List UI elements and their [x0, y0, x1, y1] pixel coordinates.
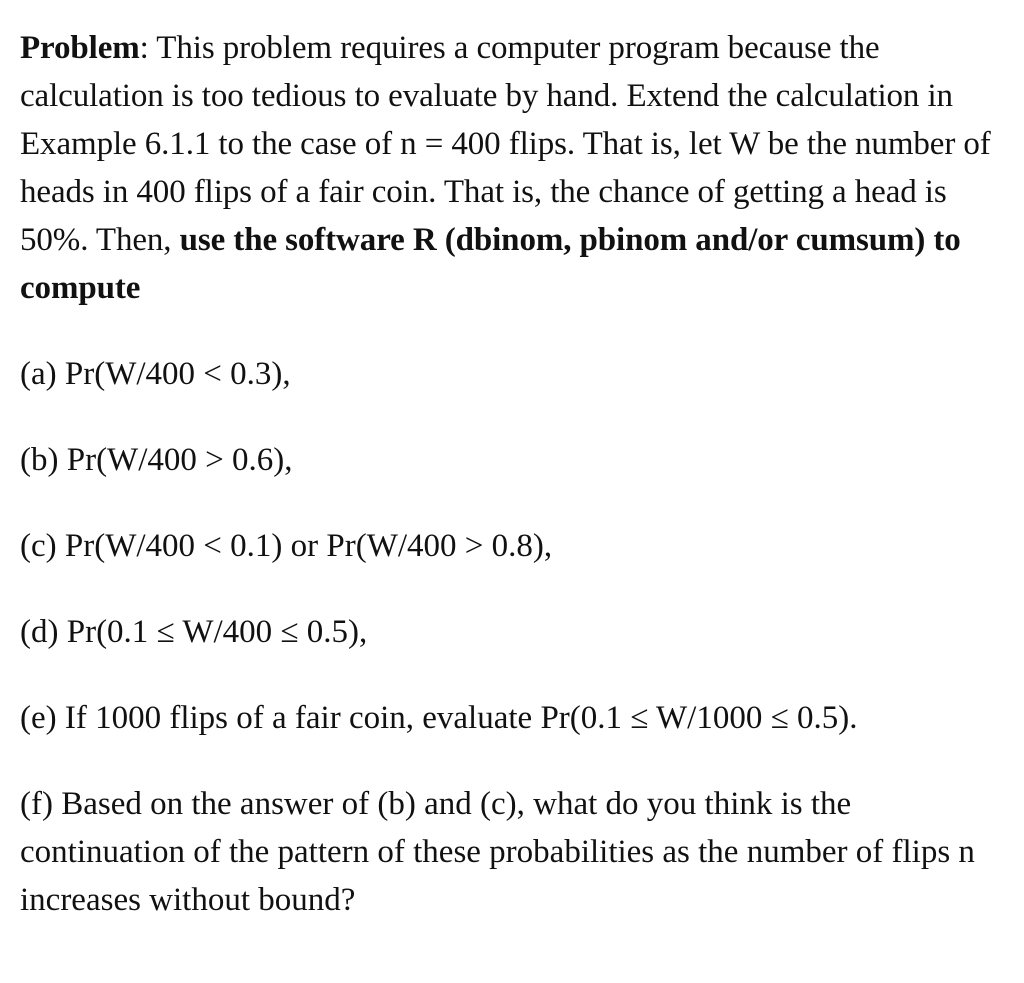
- software-instruction: use the software R (dbinom, pbinom and/or cumsum) to compute: [20, 222, 961, 306]
- problem-text: : This problem requires a computer program because the calculation is too tedious to evaluate by hand. Extend the calculation in Example 6.1.1 to the case of n = 400 flips. That is, let W be the number of heads in 400 flips of a fair coin. That is, the chance of getting a head is 50%. Then,: [20, 30, 991, 258]
- part-b: (b) Pr(W/400 > 0.6),: [20, 442, 293, 478]
- part-d: (d) Pr(0.1 ≤ W/400 ≤ 0.5),: [20, 614, 368, 650]
- part-a: (a) Pr(W/400 < 0.3),: [20, 356, 291, 392]
- part-c: (c) Pr(W/400 < 0.1) or Pr(W/400 > 0.8),: [20, 528, 553, 564]
- problem-label: Problem: [20, 30, 140, 66]
- problem-statement: [20, 24, 1010, 312]
- problem-document: [20, 24, 1010, 924]
- part-f: (f) Based on the answer of (b) and (c), what do you think is the continuation of the pattern of these probabilities as the number of flips n increases without bound?: [20, 786, 975, 918]
- part-e: (e) If 1000 flips of a fair coin, evaluate Pr(0.1 ≤ W/1000 ≤ 0.5).: [20, 700, 858, 736]
